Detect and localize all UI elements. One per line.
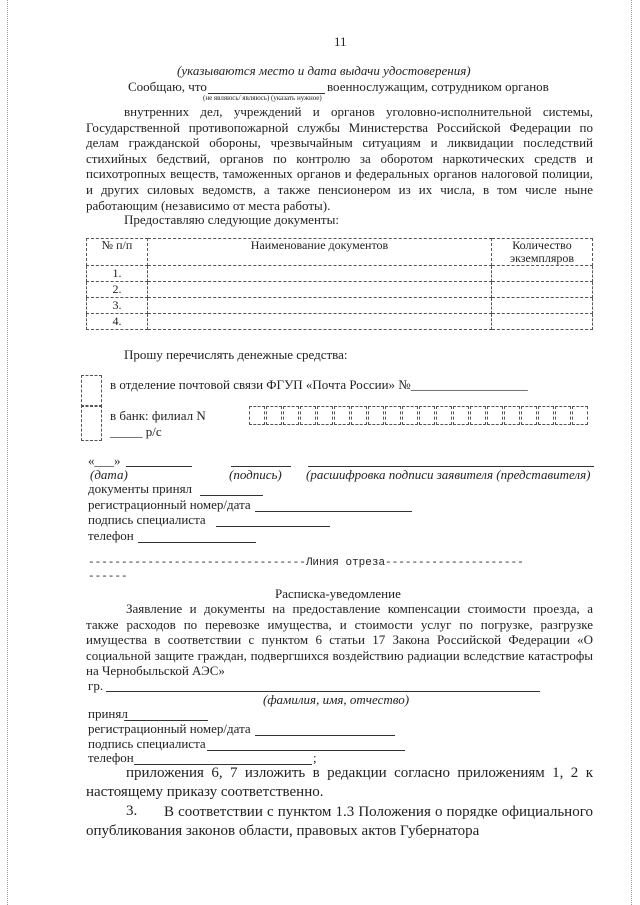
item3-number: 3. <box>126 803 138 819</box>
status-hint: (не являюсь/ являюсь) (указать нужное) <box>203 94 322 102</box>
receipt-specialist-line[interactable] <box>207 750 405 751</box>
row-number: 4. <box>87 314 148 330</box>
receipt-phone-label: телефон <box>88 750 134 765</box>
documents-table <box>86 238 593 330</box>
fio-label: (фамилия, имя, отчество) <box>263 692 410 707</box>
row-doc-name[interactable] <box>148 282 492 298</box>
provide-docs-label: Предоставляю следующие документы: <box>124 212 339 227</box>
reg-number-line[interactable] <box>255 511 412 512</box>
issue-place-note: (указываются место и дата выдачи удостоверения) <box>177 63 471 78</box>
specialist-sign-label: подпись специалиста <box>88 512 206 527</box>
row-count[interactable] <box>492 298 593 314</box>
phone-line[interactable] <box>138 542 256 543</box>
transfer-request: Прошу перечислять денежные средства: <box>124 347 348 362</box>
receipt-body: Заявление и документы на предоставление компенсации стоимости проезда, а также расходов по перевозке имущества, и стоимости услуг по погрузке, разгрузке имущества в соответствии с пунктом 6 статьи 17 Закона Российской Федерации «О социальной защите граждан, подвергшихся воздействию радиации вследствие катастрофы на Чернобыльской АЭС» <box>86 601 593 679</box>
row-count[interactable] <box>492 266 593 282</box>
table-header-row <box>87 239 593 266</box>
table-row <box>87 266 593 282</box>
bank-checkbox[interactable] <box>81 405 102 441</box>
receipt-specialist-label: подпись специалиста <box>88 736 206 751</box>
table-row <box>87 314 593 330</box>
post-checkbox[interactable] <box>81 375 102 407</box>
bank-option-label: в банк: филиал N <box>110 408 206 423</box>
date-quote: «___» <box>88 453 121 468</box>
docs-accepted-line[interactable] <box>200 495 263 496</box>
report-prefix: Сообщаю, что <box>128 79 207 94</box>
page-number: 11 <box>334 34 347 49</box>
item3-text: В соответствии с пунктом 1.3 Положения о порядке официального опубликования законов области, правовых актов Губернатора <box>86 804 593 839</box>
row-number: 1. <box>87 266 148 282</box>
receipt-title: Расписка-уведомление <box>275 586 401 601</box>
row-number: 2. <box>87 282 148 298</box>
signature-label: (подпись) <box>229 467 282 482</box>
receipt-reg-line[interactable] <box>255 735 395 736</box>
decode-label: (расшифровка подписи заявителя (представителя) <box>306 467 591 482</box>
account-digit-cells[interactable] <box>249 406 589 425</box>
date-label: (дата) <box>90 467 128 482</box>
bank-account-label: _____ р/с <box>110 424 162 439</box>
cut-line-tail: ------ <box>88 571 128 583</box>
col-count-header: Количество экземпляров <box>492 239 593 266</box>
annex-paragraph: приложения 6, 7 изложить в редакции согласно приложениям 1, 2 к настоящему приказу соответственно. <box>86 765 593 800</box>
date-line[interactable] <box>126 466 192 467</box>
row-number: 3. <box>87 298 148 314</box>
phone-label: телефон <box>88 528 134 543</box>
receipt-reg-label: регистрационный номер/дата <box>88 721 251 736</box>
report-suffix: военнослужащим, сотрудником органов <box>327 79 549 94</box>
col-name-header: Наименование документов <box>148 239 492 266</box>
row-doc-name[interactable] <box>148 298 492 314</box>
row-doc-name[interactable] <box>148 266 492 282</box>
specialist-sign-line[interactable] <box>216 526 330 527</box>
table-row <box>87 298 593 314</box>
post-option-label: в отделение почтовой связи ФГУП «Почта России» №__________________ <box>110 377 528 392</box>
left-scan-edge <box>7 0 8 905</box>
receipt-accepted-label: принял <box>88 706 128 721</box>
receipt-phone-end: ; <box>313 750 317 765</box>
cut-line: ---------------------------------Линия отреза--------------------- <box>88 557 524 569</box>
col-number-header: № п/п <box>87 239 148 266</box>
bodies-paragraph: внутренних дел, учреждений и органов уголовно-исполнительной системы, Государственной противопожарной службы Министерства Российской Федерации по делам гражданской обороны, чрезвычайным ситуациям и ликвидации последствий стихийных бедствий, органов по контролю за оборотом наркотических средств и психотропных веществ, таможенных органов и федеральных органов налоговой полиции, и других силовых ведомств, а также пенсионером из их числа, в том числе ныне работающим (независимо от места работы). <box>86 104 593 213</box>
row-doc-name[interactable] <box>148 314 492 330</box>
right-scan-edge <box>631 0 632 905</box>
docs-accepted-label: документы принял <box>88 481 193 496</box>
citizen-label: гр. <box>88 678 104 693</box>
table-row <box>87 282 593 298</box>
reg-number-label: регистрационный номер/дата <box>88 497 251 512</box>
row-count[interactable] <box>492 314 593 330</box>
row-count[interactable] <box>492 282 593 298</box>
